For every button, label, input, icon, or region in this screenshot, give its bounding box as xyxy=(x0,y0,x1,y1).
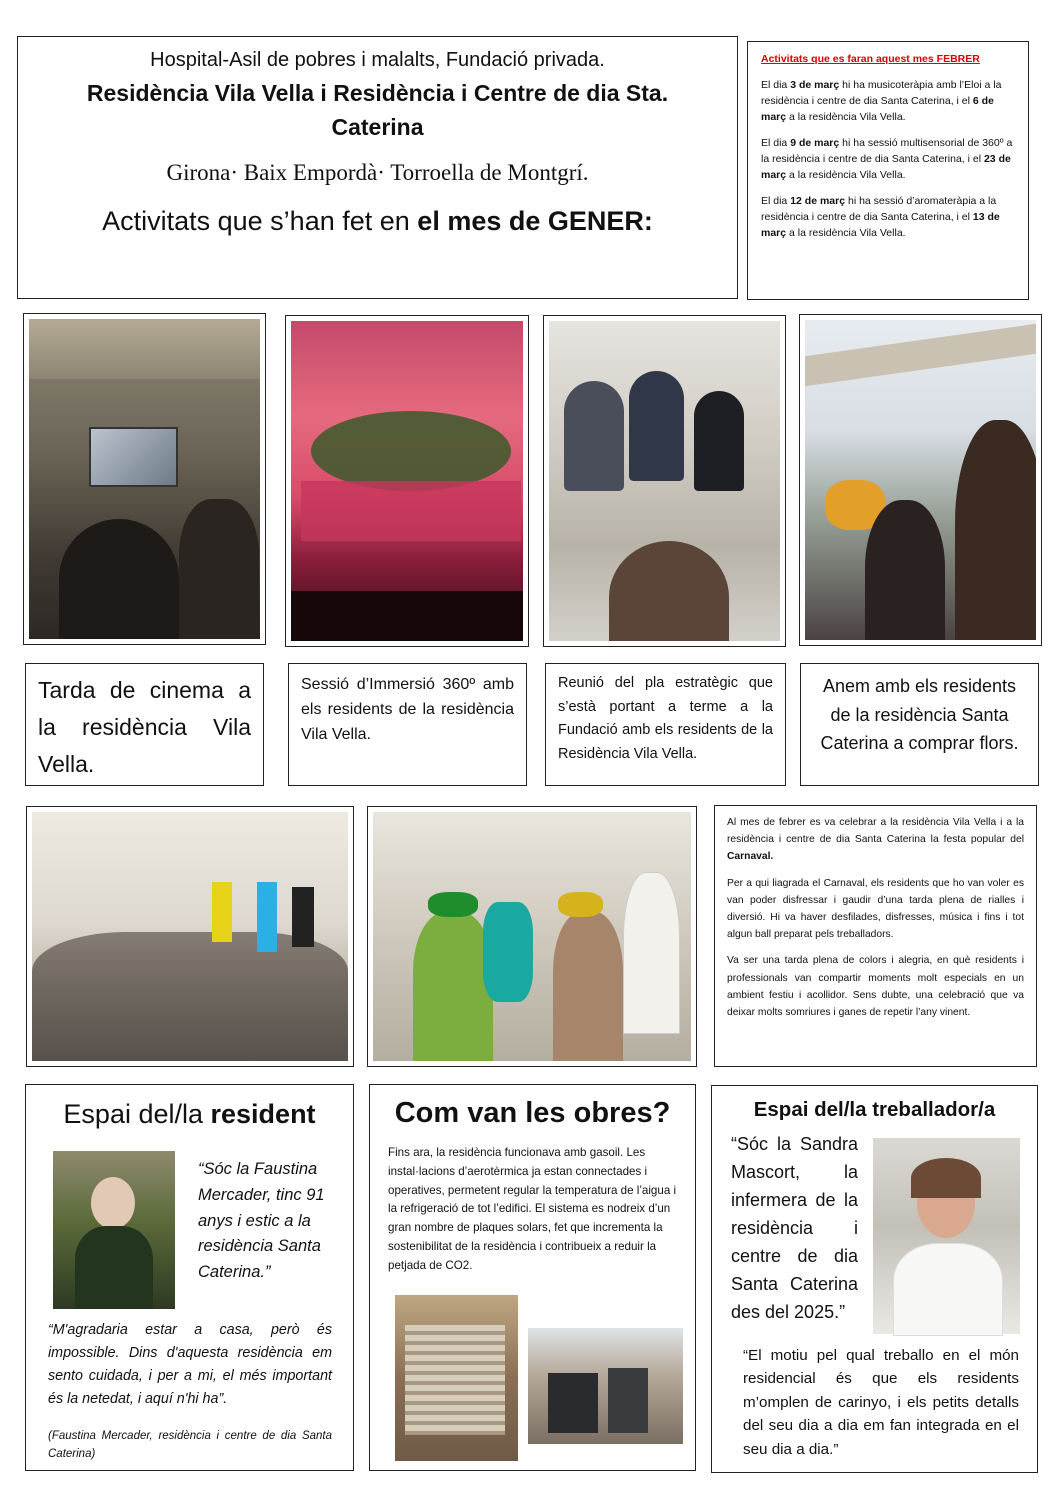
caption-flowers: Anem amb els residents de la residència Santa Caterina a comprar flors. xyxy=(800,663,1039,786)
carnaval-paragraph: Va ser una tarda plena de colors i alegria, en què residents i professionals van compartir moments molt especials en un ambient festiu i acollidor. Sens dubte, una celebració que va deixar molts somriures i ganes de repetir l’any vinent. xyxy=(727,955,1024,1019)
works-title: Com van les obres? xyxy=(394,1097,671,1129)
photo-buying-flowers xyxy=(799,314,1042,646)
upcoming-item: El dia 12 de març hi ha sessió d’aromateràpia a la residència i centre de dia Santa Caterina, i el 13 de març a la residència Vila Vella. xyxy=(761,195,1000,239)
resident-quote-intro: “Sóc la Faustina Mercader, tinc 91 anys i estic a la residència Santa Caterina.” xyxy=(198,1160,325,1282)
upcoming-item: El dia 3 de març hi ha musicoteràpia amb l’Eloi a la residència i centre de dia Santa Caterina, i el 6 de març a la residència Vila Vella. xyxy=(761,79,1002,123)
residences-title: Residència Vila Vella i Residència i Centre de dia Sta. Caterina xyxy=(86,80,669,140)
resident-title: Espai del/la resident xyxy=(63,1099,316,1129)
carnaval-text-box xyxy=(714,805,1037,1067)
carnaval-paragraph: Al mes de febrer es va celebrar a la residència Vila Vella i a la residència i centre de dia Santa Caterina la festa popular del Carnaval. xyxy=(727,817,1024,863)
institution-name: Hospital-Asil de pobres i malalts, Fundació privada. xyxy=(150,49,605,71)
upcoming-activities-box xyxy=(747,41,1029,300)
photo-carnaval-parade xyxy=(26,806,354,1067)
photo-carnaval-dance xyxy=(367,806,697,1067)
resident-photo xyxy=(53,1151,175,1309)
photo-immersion-360 xyxy=(285,315,529,647)
caption-cinema: Tarda de cinema a la residència Vila Vella. xyxy=(25,663,264,786)
works-section xyxy=(369,1084,696,1471)
resident-section xyxy=(25,1084,354,1471)
header-box xyxy=(17,36,738,299)
caption-meeting: Reunió del pla estratègic que s’està portant a terme a la Fundació amb els residents de la Residència Vila Vella. xyxy=(545,663,786,786)
worker-quote: “El motiu pel qual treballo en el món residencial és que els residents m’omplen de carinyo, i els petits detalls del seu dia a dia em fan integrada en el seu dia a dia.” xyxy=(743,1347,1019,1458)
upcoming-title: Activitats que es faran aquest mes FEBRER xyxy=(761,53,980,65)
resident-signature: (Faustina Mercader, residència i centre de dia Santa Caterina) xyxy=(48,1430,332,1460)
works-photo-solar xyxy=(395,1295,518,1461)
upcoming-item: El dia 9 de març hi ha sessió multisensorial de 360º a la residència i centre de dia Santa Caterina, i el 23 de març a la residència Vila Vella. xyxy=(761,137,1013,181)
photo-strategic-meeting xyxy=(543,315,786,647)
locations: Girona· Baix Empordà· Torroella de Montgrí. xyxy=(166,160,589,185)
carnaval-paragraph: Per a qui liagrada el Carnaval, els residents que ho van voler es van poder disfressar i gaudir d’una tarda plena de rialles i diversió. Hi va haver desfilades, disfresses, música i fins i tot algun ball preparat pels treballadors. xyxy=(727,877,1024,941)
caption-immersion: Sessió d’Immersió 360º amb els residents de la residència Vila Vella. xyxy=(288,663,527,786)
worker-quote-intro: “Sóc la Sandra Mascort, la infermera de la residència i centre de dia Santa Caterina des del 2025.” xyxy=(731,1134,858,1322)
photo-cinema xyxy=(23,313,266,645)
resident-quote: “M'agradaria estar a casa, però és impossible. Dins d'aquesta residència em sento cuidada, i per a mi, el més important és la netedat, i aquí n'hi ha”. xyxy=(48,1322,332,1407)
activities-heading: Activitats que s’han fet en el mes de GENER: xyxy=(102,206,653,236)
works-text: Fins ara, la residència funcionava amb gasoil. Les instal·lacions d’aerotèrmica ja estan connectades i operatives, permetent regular la temperatura de l’aigua i la refrigeració de tot l’edifici. El sistema es nodreix d’un gran nombre de plaques solars, fet que incrementa la sostenibilitat de la residència i contribueix a reduir la petjada de CO2. xyxy=(388,1146,677,1272)
worker-section xyxy=(711,1085,1038,1473)
worker-photo xyxy=(873,1138,1020,1334)
works-photo-aerothermal xyxy=(528,1328,683,1444)
worker-title: Espai del/la treballador/a xyxy=(753,1098,996,1121)
